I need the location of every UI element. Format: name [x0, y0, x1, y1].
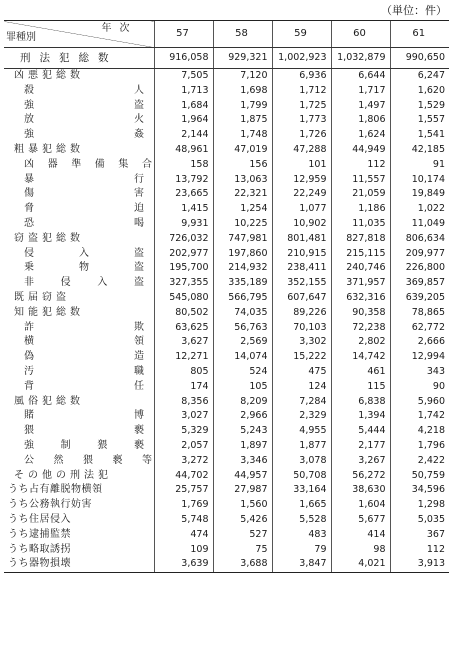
value-cell: 6,936 — [272, 69, 331, 84]
value-cell: 4,955 — [272, 424, 331, 439]
crime-type-label — [4, 439, 154, 454]
value-cell: 124 — [272, 380, 331, 395]
table-row — [4, 409, 449, 424]
value-cell: 34,596 — [390, 483, 449, 498]
row-label-text: 公 然 猥 褻 等 — [24, 454, 152, 466]
row-label-text: 横 領 — [24, 336, 144, 348]
value-cell: 6,644 — [331, 69, 390, 84]
value-cell: 44,702 — [154, 469, 213, 484]
row-label-text: 知能犯総数 — [14, 306, 84, 318]
value-cell: 1,964 — [154, 113, 213, 128]
value-cell: 5,243 — [213, 424, 272, 439]
category-label — [4, 69, 154, 84]
value-cell: 1,713 — [154, 84, 213, 99]
table-row — [4, 543, 449, 558]
table-row — [4, 99, 449, 114]
crime-type-label — [4, 247, 154, 262]
crime-type-label — [4, 380, 154, 395]
total-value: 1,032,879 — [331, 48, 390, 69]
value-cell: 527 — [213, 528, 272, 543]
value-cell: 238,411 — [272, 261, 331, 276]
value-cell: 1,875 — [213, 113, 272, 128]
value-cell: 566,795 — [213, 291, 272, 306]
row-label-text: 凶悪犯総数 — [14, 70, 84, 81]
crime-type-label — [4, 113, 154, 128]
value-cell: 9,931 — [154, 217, 213, 232]
value-cell: 79 — [272, 543, 331, 558]
crime-type-label — [4, 454, 154, 469]
crime-type-label — [4, 513, 154, 528]
value-cell: 5,748 — [154, 513, 213, 528]
value-cell: 47,019 — [213, 143, 272, 158]
value-cell: 74,035 — [213, 306, 272, 321]
value-cell: 47,288 — [272, 143, 331, 158]
value-cell: 23,665 — [154, 187, 213, 202]
value-cell: 805 — [154, 365, 213, 380]
value-cell: 5,426 — [213, 513, 272, 528]
value-cell: 44,957 — [213, 469, 272, 484]
value-cell: 11,557 — [331, 173, 390, 188]
table-row — [4, 498, 449, 513]
row-label-text: 乗 物 盗 — [24, 262, 144, 274]
row-label-text: その他の刑法犯 — [14, 469, 112, 481]
table-row — [4, 395, 449, 410]
value-cell: 2,422 — [390, 454, 449, 469]
value-cell: 414 — [331, 528, 390, 543]
table-row — [4, 173, 449, 188]
table-row — [4, 84, 449, 99]
value-cell: 14,742 — [331, 350, 390, 365]
table-row — [4, 557, 449, 572]
value-cell: 90,358 — [331, 306, 390, 321]
crime-type-label — [4, 528, 154, 543]
value-cell: 524 — [213, 365, 272, 380]
unit-label: （単位：件） — [381, 4, 447, 17]
value-cell: 1,560 — [213, 498, 272, 513]
table-row — [4, 365, 449, 380]
value-cell: 2,966 — [213, 409, 272, 424]
row-label-text: 強 制 猥 褻 — [24, 439, 144, 451]
value-cell: 2,329 — [272, 409, 331, 424]
value-cell: 5,528 — [272, 513, 331, 528]
table-body — [4, 48, 449, 573]
value-cell: 10,902 — [272, 217, 331, 232]
value-cell: 12,271 — [154, 350, 213, 365]
crime-type-label — [4, 483, 154, 498]
value-cell: 3,639 — [154, 557, 213, 572]
value-cell: 15,222 — [272, 350, 331, 365]
total-value: 1,002,923 — [272, 48, 331, 69]
value-cell: 3,302 — [272, 335, 331, 350]
crime-type-label — [4, 276, 154, 291]
table-row — [4, 217, 449, 232]
value-cell: 8,209 — [213, 395, 272, 410]
crime-statistics-table — [4, 20, 449, 573]
row-label-text: 強 盗 — [24, 99, 144, 111]
value-cell: 202,977 — [154, 247, 213, 262]
value-cell: 174 — [154, 380, 213, 395]
row-label-text: うち器物損壊 — [8, 558, 71, 570]
value-cell: 2,666 — [390, 335, 449, 350]
table-row — [4, 335, 449, 350]
value-cell: 3,272 — [154, 454, 213, 469]
row-label-text: 窃盗犯総数 — [14, 232, 84, 244]
value-cell: 1,077 — [272, 202, 331, 217]
row-label-text: 風俗犯総数 — [14, 395, 84, 407]
row-label-text: 殺 人 — [24, 84, 144, 96]
value-cell: 1,415 — [154, 202, 213, 217]
year-header-label: 年次 — [101, 23, 138, 34]
value-cell: 33,164 — [272, 483, 331, 498]
value-cell: 1,604 — [331, 498, 390, 513]
value-cell: 13,792 — [154, 173, 213, 188]
value-cell: 1,698 — [213, 84, 272, 99]
value-cell: 63,625 — [154, 321, 213, 336]
value-cell: 21,059 — [331, 187, 390, 202]
crime-type-label — [4, 365, 154, 380]
value-cell: 2,144 — [154, 128, 213, 143]
value-cell: 483 — [272, 528, 331, 543]
row-label-text: うち占有離脱物横領 — [8, 484, 103, 496]
crime-type-label — [4, 498, 154, 513]
value-cell: 607,647 — [272, 291, 331, 306]
table-row — [4, 128, 449, 143]
category-label — [4, 232, 154, 247]
table-row — [4, 69, 449, 84]
table-row — [4, 469, 449, 484]
header-row — [4, 21, 449, 48]
value-cell: 3,913 — [390, 557, 449, 572]
value-cell: 827,818 — [331, 232, 390, 247]
crime-type-label — [4, 173, 154, 188]
value-cell: 11,049 — [390, 217, 449, 232]
table-row — [4, 483, 449, 498]
value-cell: 101 — [272, 158, 331, 173]
crime-type-label — [4, 321, 154, 336]
value-cell: 335,189 — [213, 276, 272, 291]
table-row — [4, 247, 449, 262]
value-cell: 44,949 — [331, 143, 390, 158]
value-cell: 38,630 — [331, 483, 390, 498]
row-label-text: 背 任 — [24, 380, 144, 392]
value-cell: 6,838 — [331, 395, 390, 410]
value-cell: 1,717 — [331, 84, 390, 99]
value-cell: 1,186 — [331, 202, 390, 217]
category-label — [4, 143, 154, 158]
table-row — [4, 187, 449, 202]
value-cell: 62,772 — [390, 321, 449, 336]
value-cell: 1,877 — [272, 439, 331, 454]
value-cell: 80,502 — [154, 306, 213, 321]
category-label — [4, 306, 154, 321]
row-label-text: 暴 行 — [24, 173, 144, 185]
row-label-text: 賭 博 — [24, 410, 144, 422]
value-cell: 240,746 — [331, 261, 390, 276]
crime-type-label — [4, 202, 154, 217]
year-column-header: 59 — [272, 21, 331, 48]
value-cell: 90 — [390, 380, 449, 395]
value-cell: 545,080 — [154, 291, 213, 306]
corner-header — [4, 21, 154, 48]
row-label-text: 恐 喝 — [24, 217, 144, 229]
value-cell: 343 — [390, 365, 449, 380]
total-value: 929,321 — [213, 48, 272, 69]
row-label-text: 凶 器 準 備 集 合 — [24, 158, 152, 170]
crime-type-label — [4, 128, 154, 143]
value-cell: 7,120 — [213, 69, 272, 84]
value-cell: 1,799 — [213, 99, 272, 114]
value-cell: 109 — [154, 543, 213, 558]
value-cell: 3,346 — [213, 454, 272, 469]
row-label-text: うち住居侵入 — [8, 513, 71, 525]
category-label — [4, 469, 154, 484]
value-cell: 1,624 — [331, 128, 390, 143]
crime-type-label — [4, 84, 154, 99]
value-cell: 1,748 — [213, 128, 272, 143]
value-cell: 1,298 — [390, 498, 449, 513]
value-cell: 1,725 — [272, 99, 331, 114]
value-cell: 2,177 — [331, 439, 390, 454]
value-cell: 1,806 — [331, 113, 390, 128]
value-cell: 1,529 — [390, 99, 449, 114]
value-cell: 5,035 — [390, 513, 449, 528]
value-cell: 215,115 — [331, 247, 390, 262]
value-cell: 1,254 — [213, 202, 272, 217]
value-cell: 6,247 — [390, 69, 449, 84]
value-cell: 352,155 — [272, 276, 331, 291]
value-cell: 1,620 — [390, 84, 449, 99]
value-cell: 2,057 — [154, 439, 213, 454]
row-label-text: 強 姦 — [24, 129, 144, 141]
table-row — [4, 513, 449, 528]
table-row — [4, 380, 449, 395]
value-cell: 1,497 — [331, 99, 390, 114]
value-cell: 726,032 — [154, 232, 213, 247]
value-cell: 475 — [272, 365, 331, 380]
value-cell: 367 — [390, 528, 449, 543]
row-label-text: 猥 褻 — [24, 425, 144, 437]
value-cell: 461 — [331, 365, 390, 380]
value-cell: 1,769 — [154, 498, 213, 513]
row-label-text: 既届窃盗 — [14, 291, 70, 303]
crime-type-label — [4, 557, 154, 572]
value-cell: 801,481 — [272, 232, 331, 247]
value-cell: 115 — [331, 380, 390, 395]
value-cell: 3,688 — [213, 557, 272, 572]
row-label-text: 傷 害 — [24, 188, 144, 200]
crime-type-label — [4, 261, 154, 276]
value-cell: 474 — [154, 528, 213, 543]
crime-type-label — [4, 217, 154, 232]
value-cell: 56,272 — [331, 469, 390, 484]
value-cell: 209,977 — [390, 247, 449, 262]
year-column-header: 61 — [390, 21, 449, 48]
value-cell: 214,932 — [213, 261, 272, 276]
value-cell: 3,078 — [272, 454, 331, 469]
table-row — [4, 158, 449, 173]
value-cell: 371,957 — [331, 276, 390, 291]
value-cell: 50,708 — [272, 469, 331, 484]
value-cell: 2,569 — [213, 335, 272, 350]
table-row — [4, 321, 449, 336]
value-cell: 22,321 — [213, 187, 272, 202]
total-label: 刑法犯総数 — [4, 48, 154, 69]
value-cell: 5,329 — [154, 424, 213, 439]
value-cell: 1,665 — [272, 498, 331, 513]
value-cell: 1,394 — [331, 409, 390, 424]
row-label-text: 詐 欺 — [24, 321, 144, 333]
value-cell: 1,712 — [272, 84, 331, 99]
value-cell: 70,103 — [272, 321, 331, 336]
crime-type-label — [4, 424, 154, 439]
value-cell: 89,226 — [272, 306, 331, 321]
value-cell: 327,355 — [154, 276, 213, 291]
crime-type-label — [4, 187, 154, 202]
value-cell: 19,849 — [390, 187, 449, 202]
value-cell: 78,865 — [390, 306, 449, 321]
value-cell: 27,987 — [213, 483, 272, 498]
value-cell: 50,759 — [390, 469, 449, 484]
value-cell: 210,915 — [272, 247, 331, 262]
table-row — [4, 202, 449, 217]
table-row — [4, 291, 449, 306]
value-cell: 98 — [331, 543, 390, 558]
row-label-text: 放 火 — [24, 114, 144, 126]
value-cell: 7,505 — [154, 69, 213, 84]
value-cell: 1,796 — [390, 439, 449, 454]
row-label-text: 汚 職 — [24, 365, 144, 377]
value-cell: 1,773 — [272, 113, 331, 128]
crime-type-header-label: 罪種別 — [6, 32, 36, 44]
total-value: 916,058 — [154, 48, 213, 69]
value-cell: 10,174 — [390, 173, 449, 188]
category-label — [4, 395, 154, 410]
table-row — [4, 261, 449, 276]
value-cell: 3,847 — [272, 557, 331, 572]
value-cell: 75 — [213, 543, 272, 558]
table-row — [4, 232, 449, 247]
crime-type-label — [4, 350, 154, 365]
value-cell: 806,634 — [390, 232, 449, 247]
value-cell: 156 — [213, 158, 272, 173]
value-cell: 12,959 — [272, 173, 331, 188]
value-cell: 226,800 — [390, 261, 449, 276]
table-row — [4, 424, 449, 439]
value-cell: 91 — [390, 158, 449, 173]
value-cell: 197,860 — [213, 247, 272, 262]
total-value: 990,650 — [390, 48, 449, 69]
value-cell: 112 — [390, 543, 449, 558]
value-cell: 8,356 — [154, 395, 213, 410]
row-label-text: うち略取誘拐 — [8, 543, 71, 555]
value-cell: 12,994 — [390, 350, 449, 365]
value-cell: 2,802 — [331, 335, 390, 350]
year-column-header: 57 — [154, 21, 213, 48]
crime-type-label — [4, 409, 154, 424]
value-cell: 11,035 — [331, 217, 390, 232]
table-row — [4, 276, 449, 291]
crime-type-label — [4, 335, 154, 350]
value-cell: 1,022 — [390, 202, 449, 217]
value-cell: 639,205 — [390, 291, 449, 306]
value-cell: 1,684 — [154, 99, 213, 114]
table-row — [4, 306, 449, 321]
value-cell: 3,027 — [154, 409, 213, 424]
row-label-text: 偽 造 — [24, 351, 144, 363]
value-cell: 1,726 — [272, 128, 331, 143]
value-cell: 72,238 — [331, 321, 390, 336]
table-row — [4, 113, 449, 128]
crime-type-label — [4, 158, 154, 173]
total-row — [4, 48, 449, 69]
row-label-text: 非 侵 入 盗 — [24, 277, 144, 289]
category-label — [4, 291, 154, 306]
table-row — [4, 439, 449, 454]
row-label-text: 粗暴犯総数 — [14, 143, 84, 155]
value-cell: 112 — [331, 158, 390, 173]
value-cell: 5,960 — [390, 395, 449, 410]
value-cell: 48,961 — [154, 143, 213, 158]
value-cell: 1,897 — [213, 439, 272, 454]
value-cell: 1,541 — [390, 128, 449, 143]
value-cell: 7,284 — [272, 395, 331, 410]
year-column-header: 60 — [331, 21, 390, 48]
value-cell: 747,981 — [213, 232, 272, 247]
value-cell: 1,557 — [390, 113, 449, 128]
value-cell: 25,757 — [154, 483, 213, 498]
value-cell: 13,063 — [213, 173, 272, 188]
row-label-text: 侵 入 盗 — [24, 247, 144, 259]
value-cell: 158 — [154, 158, 213, 173]
value-cell: 369,857 — [390, 276, 449, 291]
value-cell: 3,627 — [154, 335, 213, 350]
table-row — [4, 143, 449, 158]
value-cell: 632,316 — [331, 291, 390, 306]
value-cell: 1,742 — [390, 409, 449, 424]
year-column-header: 58 — [213, 21, 272, 48]
value-cell: 4,218 — [390, 424, 449, 439]
row-label-text: うち公務執行妨害 — [8, 499, 92, 511]
value-cell: 10,225 — [213, 217, 272, 232]
value-cell: 5,444 — [331, 424, 390, 439]
crime-type-label — [4, 543, 154, 558]
crime-type-label — [4, 99, 154, 114]
value-cell: 3,267 — [331, 454, 390, 469]
value-cell: 5,677 — [331, 513, 390, 528]
row-label-text: うち逮捕監禁 — [8, 528, 71, 540]
value-cell: 14,074 — [213, 350, 272, 365]
value-cell: 195,700 — [154, 261, 213, 276]
value-cell: 22,249 — [272, 187, 331, 202]
value-cell: 4,021 — [331, 557, 390, 572]
row-label-text: 脅 迫 — [24, 203, 144, 215]
value-cell: 42,185 — [390, 143, 449, 158]
table-row — [4, 350, 449, 365]
table-row — [4, 454, 449, 469]
value-cell: 105 — [213, 380, 272, 395]
table-row — [4, 528, 449, 543]
value-cell: 56,763 — [213, 321, 272, 336]
